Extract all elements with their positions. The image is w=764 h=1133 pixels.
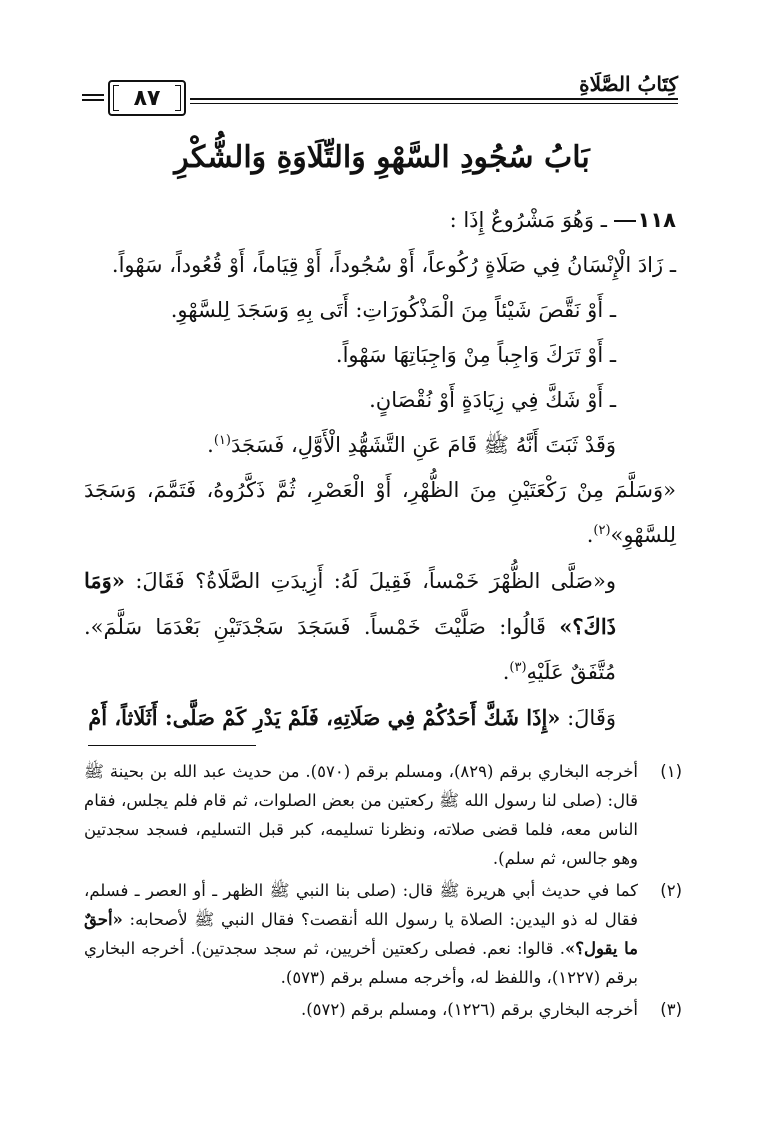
- footnote-3: [84, 995, 682, 1024]
- paragraph-5-tail: .: [207, 433, 214, 457]
- book-title: كِتَابُ الصَّلَاةِ: [571, 72, 678, 96]
- paragraph-8-hadith: «إِذَا شَكَّ أَحَدُكُمْ فِي صَلَاتِهِ، فَلَمْ يَدْرِ كَمْ صَلَّى: أَثَلَاثاً، أَمْ: [88, 705, 561, 730]
- footnote-2-quote: «أحقٌ ما يقول؟»: [84, 910, 638, 958]
- paragraph-6: [84, 468, 676, 558]
- section-dash: [614, 220, 636, 222]
- footnote-1: [84, 757, 682, 873]
- footnote-2: [84, 876, 682, 992]
- page-number: ٨٧: [133, 85, 161, 111]
- main-text: [84, 198, 676, 741]
- footnote-number: (١): [660, 762, 682, 781]
- paragraph-7: [84, 558, 676, 695]
- paragraph-7-quote: «وَمَا ذَاكَ؟»: [84, 568, 616, 639]
- paragraph-7-text-a: و«صَلَّى الظُّهْرَ خَمْساً، فَقِيلَ لَهُ: أَزِيدَتِ الصَّلَاةُ؟ فَقَالَ:: [124, 569, 616, 593]
- page-number-frame: [108, 80, 186, 116]
- footnote-separator: [88, 745, 256, 746]
- footnote-ref-3: (٣): [509, 660, 527, 675]
- paragraph-8: [84, 695, 676, 741]
- paragraph-5-text: وَقَدْ ثَبَتَ أَنَّهُ ﷺ قَامَ عَنِ التَّشَهُّدِ الْأَوَّلِ، فَسَجَدَ: [230, 433, 616, 457]
- footnotes: [84, 757, 682, 1027]
- section-heading: [84, 198, 676, 243]
- page-header: [82, 72, 678, 116]
- paragraph-7-tail: .: [502, 660, 510, 684]
- footnote-text: أخرجه البخاري برقم (١٢٢٦)، ومسلم برقم (٥٧٢).: [300, 1000, 638, 1019]
- paragraph-7-text-c: قَالُوا: صَلَّيْتَ خَمْساً. فَسَجَدَ سَجْدَتَيْنِ بَعْدَمَا سَلَّمَ». مُتَّفَقٌ عَلَيْهِ: [84, 615, 616, 684]
- footnote-2-text-c: . قالوا: نعم. فصلى ركعتين أخريين، ثم سجد سجدتين). أخرجه البخاري برقم (١٢٢٧)، واللفظ له، وأخرجه مسلم برقم (٥٧٣).: [84, 939, 638, 987]
- footnote-2-text-a: كما في حديث أبي هريرة ﷺ قال: (صلى بنا النبي ﷺ الظهر ـ أو العصر ـ فسلم، فقال له ذو اليدين: الصلاة يا رسول الله أنقصت؟ فقال النبي ﷺ لأصحابه:: [84, 881, 638, 929]
- section-number: ١١٨: [637, 208, 676, 232]
- paragraph-6-text: «وَسَلَّمَ مِنْ رَكْعَتَيْنِ مِنَ الظُّهْرِ، أَوْ الْعَصْرِ، ثُمَّ ذَكَّرُوهُ، فَتَمَّمَ، وَسَجَدَ لِلسَّهْوِ»: [84, 478, 676, 547]
- footnote-ref-1: (١): [213, 433, 231, 448]
- header-ornament-lines: [82, 94, 104, 104]
- section-marker: [614, 198, 676, 243]
- paragraph-8-text-a: وَقَالَ:: [560, 706, 616, 730]
- paragraph-3: ـ أَوْ تَرَكَ وَاجِباً مِنْ وَاجِبَاتِهَا سَهْواً.: [335, 343, 616, 367]
- chapter-title: بَابُ سُجُودِ السَّهْوِ وَالتِّلَاوَةِ وَالشُّكْرِ: [174, 140, 590, 175]
- footnote-number: (٣): [660, 1000, 682, 1019]
- paragraph-5: [84, 423, 676, 468]
- footnote-text: [84, 876, 638, 992]
- footnote-number: (٢): [660, 881, 682, 900]
- paragraph-6-tail: .: [586, 523, 594, 547]
- paragraph-4: ـ أَوْ شَكَّ فِي زِيَادَةٍ أَوْ نُقْصَانٍ.: [369, 388, 616, 412]
- footnote-ref-2: (٢): [593, 523, 611, 538]
- header-rule: [190, 98, 678, 100]
- footnote-text: أخرجه البخاري برقم (٨٢٩)، ومسلم برقم (٥٧٠). من حديث عبد الله بن بحينة ﷺ قال: (صلى لنا رسول الله ﷺ ركعتين من بعض الصلوات، ثم قام فلم يجلس، فقام الناس معه، فلما قضى صلاته، ونظرنا تسليمه، كبر قبل التسليم، فسجد سجدتين وهو جالس، ثم سلم).: [84, 762, 639, 868]
- paragraph-2: ـ أَوْ نَقَّصَ شَيْئاً مِنَ الْمَذْكُورَاتِ: أَتَى بِهِ وَسَجَدَ لِلسَّهْوِ.: [170, 298, 616, 322]
- section-intro: ـ وَهُوَ مَشْرُوعٌ إِذَا :: [449, 208, 607, 232]
- header-rule-thin: [190, 103, 678, 104]
- paragraph-1: ـ زَادَ الْإِنْسَانُ فِي صَلَاةٍ رُكُوعاً، أَوْ سُجُوداً، أَوْ قِيَاماً، أَوْ قُعُوداً، سَهْواً.: [111, 253, 676, 277]
